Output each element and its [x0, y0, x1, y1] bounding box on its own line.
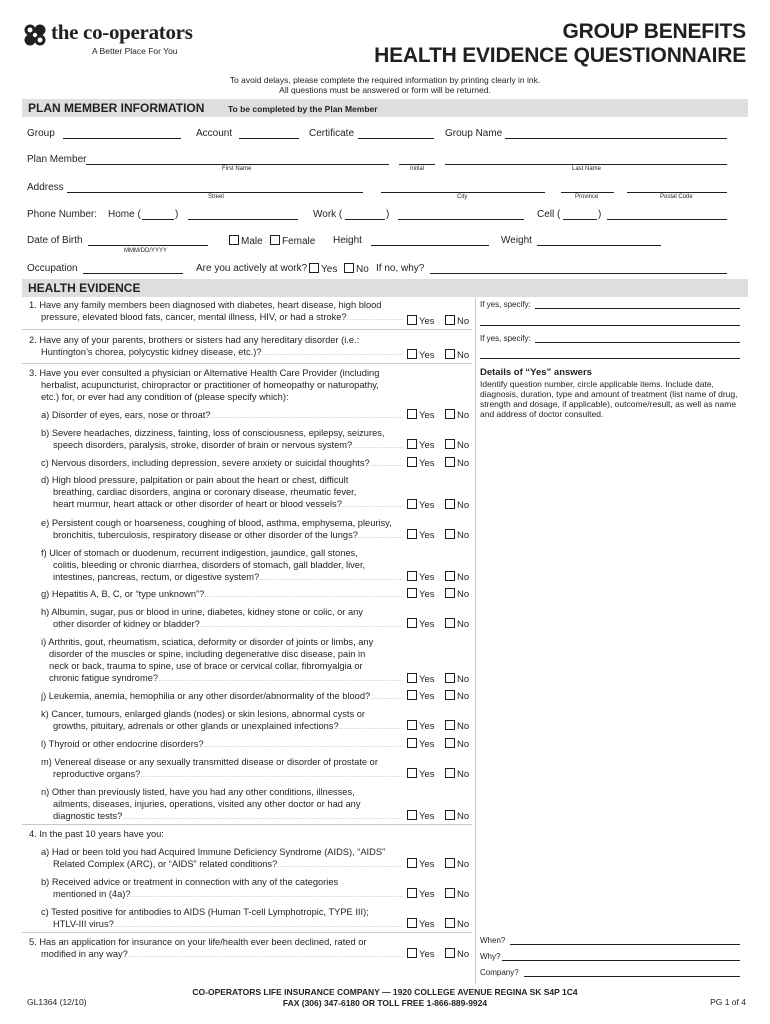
question-3i-line3: neck or back, trauma to spine, use of brace or cervical collar, fibromyalgia or: [49, 661, 363, 671]
no-label: No: [457, 859, 470, 870]
question-3h-line1: h) Albumin, sugar, pus or blood in urine, diabetes, kidney stone or colic, or any: [41, 607, 363, 617]
certificate-field[interactable]: [358, 138, 434, 139]
question-3j-yes[interactable]: [407, 690, 435, 702]
question-3i-yes-box[interactable]: [407, 673, 417, 683]
question-3i-yes[interactable]: [407, 673, 435, 685]
question-3f-yes[interactable]: [407, 571, 435, 583]
question-3-line1: 3. Have you ever consulted a physician or Alternative Health Care Provider (including: [29, 368, 380, 378]
question-3h-line2: other disorder of kidney or bladder? .....: [53, 618, 403, 631]
question-1-yes[interactable]: [407, 315, 435, 327]
question-3d-no-box[interactable]: [445, 499, 455, 509]
work-phone-label: Work (: [313, 209, 343, 220]
no-label: No: [457, 949, 470, 960]
form-code: GL1364 (12/10): [27, 997, 87, 1007]
occupation-field[interactable]: [83, 273, 183, 274]
form-title-line1: GROUP BENEFITS: [562, 20, 746, 43]
no-label: No: [457, 674, 470, 685]
no-label: No: [457, 440, 470, 451]
question-3k-line1: k) Cancer, tumours, enlarged glands (nodes) or skin lesions, abnormal cysts or: [41, 709, 365, 719]
no-label: No: [457, 316, 470, 327]
question-3l-yes[interactable]: [407, 738, 435, 750]
question-3n-line3: diagnostic tests? .....: [53, 810, 403, 823]
question-4c-line1: c) Tested positive for antibodies to AIDS (Human T-cell Lymphotropic, TYPE III);: [41, 907, 369, 917]
plan-member-label: Plan Member: [27, 154, 87, 165]
footer-address-text: CO-OPERATORS LIFE INSURANCE COMPANY — 1920 COLLEGE AVENUE REGINA SK S4P 1C4: [192, 987, 578, 997]
question-3c-no[interactable]: [445, 457, 469, 469]
yes-label: Yes: [419, 721, 435, 732]
question-3f-line3: intestines, pancreas, rectum, or digestive system? .....: [53, 571, 403, 584]
no-label: No: [457, 589, 470, 600]
question-2-no-box[interactable]: [445, 349, 455, 359]
question-4b-line2: mentioned in (4a)? .....: [53, 888, 403, 901]
question-4c-yes-box[interactable]: [407, 918, 417, 928]
question-3k-line2: growths, pituitary, adrenals or other glands or unexplained infections? .....: [53, 720, 403, 733]
home-phone-field[interactable]: [188, 219, 298, 220]
yes-label: Yes: [419, 739, 435, 750]
yes-label: Yes: [419, 859, 435, 870]
question-3i-line4: chronic fatigue syndrome? .....: [49, 672, 403, 685]
question-3e-no[interactable]: [445, 529, 469, 541]
q1-specify-field-1[interactable]: [535, 308, 740, 309]
question-3a: a) Disorder of eyes, ears, nose or throat? .....: [41, 409, 403, 422]
no-label: No: [457, 919, 470, 930]
divider: [22, 363, 472, 364]
actively-at-work-no[interactable]: [344, 263, 369, 275]
question-4a-line2: Related Complex (ARC), or “AIDS” related conditions? .....: [53, 858, 403, 871]
question-4b-yes[interactable]: [407, 888, 435, 900]
date-format-caption: MMM/DD/YYYY: [124, 248, 168, 254]
question-5-no-box[interactable]: [445, 948, 455, 958]
question-3d-line3: heart murmur, heart attack or other disorder of heart or blood vessels? .....: [53, 498, 403, 511]
question-4b-no[interactable]: [445, 888, 469, 900]
question-3a-no[interactable]: [445, 409, 469, 421]
question-3e-no-box[interactable]: [445, 529, 455, 539]
question-4a-yes[interactable]: [407, 858, 435, 870]
question-3g-no-box[interactable]: [445, 588, 455, 598]
question-3a-no-box[interactable]: [445, 409, 455, 419]
question-3-line3: etc.) for, or ever had any condition of (please specify which):: [41, 392, 289, 402]
question-3-line2: herbalist, acupuncturist, chiropractor or practitioner of homeopathy or naturopathy,: [41, 380, 379, 390]
yes-label: Yes: [419, 350, 435, 361]
question-2-no[interactable]: [445, 349, 469, 361]
question-4a-line1: a) Had or been told you had Acquired Immune Deficiency Syndrome (AIDS), “AIDS”: [41, 847, 386, 857]
question-1-line2: pressure, elevated blood fats, cancer, mental illness, HIV, or had a stroke? .....: [41, 311, 403, 324]
actively-at-work-no-box[interactable]: [344, 263, 354, 273]
question-1-no[interactable]: [445, 315, 469, 327]
question-3n-no-box[interactable]: [445, 810, 455, 820]
intro-line2: All questions must be answered or form will be returned.: [279, 85, 491, 95]
divider: [22, 932, 472, 933]
question-3j-no[interactable]: [445, 690, 469, 702]
initial-field[interactable]: [399, 164, 435, 165]
no-label: No: [457, 500, 470, 511]
question-1-yes-box[interactable]: [407, 315, 417, 325]
question-4b-line1: b) Received advice or treatment in connection with any of the categories: [41, 877, 339, 887]
question-4c-no-box[interactable]: [445, 918, 455, 928]
question-3l-yes-box[interactable]: [407, 738, 417, 748]
question-3n-line1: n) Other than previously listed, have you had any other conditions, illnesses,: [41, 787, 355, 797]
no-label: No: [457, 530, 470, 541]
divider: [22, 329, 472, 330]
date-of-birth-label: Date of Birth: [27, 235, 83, 246]
height-field[interactable]: [371, 245, 489, 246]
footer-address: [0, 987, 770, 997]
question-3j: j) Leukemia, anemia, hemophilia or any other disorder/abnormality of the blood? .....: [41, 690, 403, 703]
question-3g-yes-box[interactable]: [407, 588, 417, 598]
question-5-line2: modified in any way? .....: [41, 948, 403, 961]
no-label: No: [457, 350, 470, 361]
no-label: No: [457, 889, 470, 900]
group-field[interactable]: [63, 138, 181, 139]
form-title-line2: HEALTH EVIDENCE QUESTIONNAIRE: [374, 44, 746, 67]
question-3b-no[interactable]: [445, 439, 469, 451]
no-label: No: [457, 458, 470, 469]
question-3i-line1: i) Arthritis, gout, rheumatism, sciatica, deformity or disorder of joints or limbs, any: [41, 637, 374, 647]
question-3l-no[interactable]: [445, 738, 469, 750]
question-4a-yes-box[interactable]: [407, 858, 417, 868]
question-4b-yes-box[interactable]: [407, 888, 417, 898]
account-field[interactable]: [239, 138, 299, 139]
yes-label: Yes: [419, 889, 435, 900]
company-tagline: A Better Place For You: [92, 46, 178, 56]
details-of-yes-title: Details of “Yes” answers: [480, 367, 592, 378]
question-3f-no[interactable]: [445, 571, 469, 583]
plan-member-section-title: PLAN MEMBER INFORMATION: [28, 101, 205, 115]
street-field[interactable]: [67, 192, 363, 193]
account-label: Account: [196, 128, 233, 139]
male-checkbox-box[interactable]: [229, 235, 239, 245]
if-no-why-field[interactable]: [430, 273, 727, 274]
question-3a-yes[interactable]: [407, 409, 435, 421]
question-3k-yes-box[interactable]: [407, 720, 417, 730]
question-5-yes-box[interactable]: [407, 948, 417, 958]
no-label: No: [457, 769, 470, 780]
province-caption: Province: [575, 194, 599, 200]
when-label: When?: [480, 936, 506, 945]
question-3h-yes[interactable]: [407, 618, 435, 630]
question-3m-yes-box[interactable]: [407, 768, 417, 778]
yes-label: Yes: [419, 316, 435, 327]
question-3b-line2: speech disorders, paralysis, stroke, disorder of brain or nervous system? .....: [53, 439, 403, 452]
question-2-yes-box[interactable]: [407, 349, 417, 359]
question-3n-no[interactable]: [445, 810, 469, 822]
yes-label: Yes: [419, 674, 435, 685]
question-3n-line2: ailments, diseases, injuries, operations, visited any other doctor or had any: [53, 799, 361, 809]
home-paren-close: ): [175, 209, 179, 220]
certificate-label: Certificate: [309, 128, 355, 139]
question-3k-yes[interactable]: [407, 720, 435, 732]
yes-label: Yes: [419, 572, 435, 583]
no-label: No: [457, 691, 470, 702]
yes-label: Yes: [419, 769, 435, 780]
question-3j-yes-box[interactable]: [407, 690, 417, 700]
question-4: 4. In the past 10 years have you:: [29, 829, 164, 839]
question-3m-yes[interactable]: [407, 768, 435, 780]
divider: [22, 824, 472, 825]
yes-label: Yes: [419, 919, 435, 930]
yes-label: Yes: [419, 440, 435, 451]
no-label: No: [457, 410, 470, 421]
footer-phone-text: FAX (306) 347-6180 OR TOLL FREE 1-866-889-9924: [282, 998, 488, 1008]
male-checkbox[interactable]: [229, 235, 263, 247]
cell-phone-label: Cell (: [537, 209, 561, 220]
question-3c-yes[interactable]: [407, 457, 435, 469]
question-3e-yes-box[interactable]: [407, 529, 417, 539]
last-name-caption: Last Name: [572, 166, 602, 172]
question-3i-line2: disorder of the muscles or spine, including degenerative disc disease, pain in: [49, 649, 366, 659]
question-3f-yes-box[interactable]: [407, 571, 417, 581]
question-3m-no-box[interactable]: [445, 768, 455, 778]
question-3h-yes-box[interactable]: [407, 618, 417, 628]
question-5-line1: 5. Has an application for insurance on your life/health ever been declined, rated or: [29, 937, 367, 947]
question-3c-no-box[interactable]: [445, 457, 455, 467]
group-name-label: Group Name: [445, 128, 503, 139]
weight-field[interactable]: [537, 245, 661, 246]
group-label: Group: [27, 128, 55, 139]
q2-specify-field-2[interactable]: [480, 358, 740, 359]
date-of-birth-field[interactable]: [88, 245, 208, 246]
actively-at-work-yes[interactable]: [309, 263, 337, 275]
question-3d-yes-box[interactable]: [407, 499, 417, 509]
company-name: the co-operators: [51, 20, 193, 44]
work-area-code-field[interactable]: [345, 219, 385, 220]
no-label: No: [457, 811, 470, 822]
question-3l: l) Thyroid or other endocrine disorders? .....: [41, 738, 403, 751]
yes-label: Yes: [419, 691, 435, 702]
column-divider: [475, 298, 476, 984]
details-of-yes-instructions: Identify question number, circle applicable items. Include date, diagnosis, duration, type and amount of treatment (list name of drug, strength and dosage, if applicable), outcome/result, as well as name and address of doctor consulted.: [480, 379, 738, 419]
question-3b-no-box[interactable]: [445, 439, 455, 449]
cell-area-code-field[interactable]: [563, 219, 597, 220]
question-4b-no-box[interactable]: [445, 888, 455, 898]
question-5-yes[interactable]: [407, 948, 435, 960]
city-field[interactable]: [381, 192, 545, 193]
yes-label: Yes: [321, 264, 338, 275]
home-phone-label: Home (: [108, 209, 141, 220]
question-3b-yes-box[interactable]: [407, 439, 417, 449]
question-3l-no-box[interactable]: [445, 738, 455, 748]
question-3e-line1: e) Persistent cough or hoarseness, coughing of blood, asthma, emphysema, pleurisy,: [41, 518, 392, 528]
question-5-no[interactable]: [445, 948, 469, 960]
question-3d-yes[interactable]: [407, 499, 435, 511]
no-label: No: [356, 264, 369, 275]
when-field[interactable]: [510, 944, 740, 945]
question-3d-line1: d) High blood pressure, palpitation or pain about the heart or chest, difficult: [41, 475, 349, 485]
question-3m-no[interactable]: [445, 768, 469, 780]
female-checkbox[interactable]: [270, 235, 315, 247]
postal-code-field[interactable]: [627, 192, 727, 193]
question-3g-yes[interactable]: [407, 588, 435, 600]
cell-phone-field[interactable]: [607, 219, 727, 220]
city-caption: City: [457, 194, 468, 200]
question-3m-line2: reproductive organs? .....: [53, 768, 403, 781]
no-label: No: [457, 572, 470, 583]
yes-label: Yes: [419, 500, 435, 511]
weight-label: Weight: [501, 235, 532, 246]
female-checkbox-box[interactable]: [270, 235, 280, 245]
yes-label: Yes: [419, 949, 435, 960]
no-label: No: [457, 739, 470, 750]
female-label: Female: [282, 236, 316, 247]
initial-caption: Initial: [410, 166, 425, 172]
intro-line1: To avoid delays, please complete the required information by printing clearly in ink.: [229, 75, 541, 85]
question-3m-line1: m) Venereal disease or any sexually transmitted disease or disorder of prostate or: [41, 757, 378, 767]
yes-label: Yes: [419, 589, 435, 600]
yes-label: Yes: [419, 811, 435, 822]
if-no-why-label: If no, why?: [376, 263, 425, 274]
question-3f-line1: f) Ulcer of stomach or duodenum, recurrent indigestion, jaundice, gall stones,: [41, 548, 358, 558]
work-phone-field[interactable]: [398, 219, 524, 220]
no-label: No: [457, 619, 470, 630]
question-3n-yes[interactable]: [407, 810, 435, 822]
question-3e-line2: bronchitis, tuberculosis, respiratory disease or other disorder of the lungs? .....: [53, 529, 403, 542]
no-label: No: [457, 721, 470, 732]
occupation-label: Occupation: [27, 263, 78, 274]
work-paren-close: ): [386, 209, 390, 220]
phone-number-label: Phone Number:: [27, 209, 98, 220]
why-field[interactable]: [502, 960, 740, 961]
page-number: PG 1 of 4: [710, 997, 746, 1007]
question-4c-line2: HTLV-III virus? .....: [53, 918, 403, 931]
question-3d-no[interactable]: [445, 499, 469, 511]
first-name-field[interactable]: [86, 164, 389, 165]
footer-phone: [0, 998, 770, 1008]
q2-specify-field-1[interactable]: [535, 342, 740, 343]
yes-label: Yes: [419, 619, 435, 630]
q1-if-yes-specify-label: If yes, specify:: [480, 300, 531, 309]
yes-label: Yes: [419, 410, 435, 421]
question-4c-no[interactable]: [445, 918, 469, 930]
question-3i-no[interactable]: [445, 673, 469, 685]
postal-code-caption: Postal Code: [660, 194, 693, 200]
question-3c-yes-box[interactable]: [407, 457, 417, 467]
question-3h-no-box[interactable]: [445, 618, 455, 628]
question-3e-yes[interactable]: [407, 529, 435, 541]
question-3b-yes[interactable]: [407, 439, 435, 451]
actively-at-work-yes-box[interactable]: [309, 263, 319, 273]
q2-if-yes-specify-label: If yes, specify:: [480, 334, 531, 343]
height-label: Height: [333, 235, 362, 246]
question-3c: c) Nervous disorders, including depression, severe anxiety or suicidal thoughts? .....: [41, 457, 403, 470]
question-3j-no-box[interactable]: [445, 690, 455, 700]
street-caption: Street: [208, 194, 225, 200]
question-3k-no[interactable]: [445, 720, 469, 732]
question-3n-yes-box[interactable]: [407, 810, 417, 820]
question-3f-no-box[interactable]: [445, 571, 455, 581]
question-3f-line2: colitis, bleeding or chronic diarrhea, disorders of stomach, gall bladder, liver,: [53, 560, 366, 570]
male-label: Male: [241, 236, 263, 247]
first-name-caption: First Name: [222, 166, 252, 172]
question-2-line2: Huntington’s chorea, polycystic kidney disease, etc.)? .....: [41, 346, 403, 359]
question-4a-no-box[interactable]: [445, 858, 455, 868]
health-evidence-section-title: HEALTH EVIDENCE: [28, 281, 141, 295]
question-3k-no-box[interactable]: [445, 720, 455, 730]
plan-member-section-subtitle: To be completed by the Plan Member: [228, 104, 378, 114]
question-3g: g) Hepatitis A, B, C, or “type unknown”? .....: [41, 588, 403, 601]
question-3a-yes-box[interactable]: [407, 409, 417, 419]
question-3g-no[interactable]: [445, 588, 469, 600]
co-operators-logo-icon: [22, 22, 48, 48]
question-3b-line1: b) Severe headaches, dizziness, fainting, loss of consciousness, epilepsy, seizures,: [41, 428, 385, 438]
question-3d-line2: breathing, cardiac disorders, angina or coronary disease, rheumatic fever,: [53, 487, 357, 497]
last-name-field[interactable]: [445, 164, 727, 165]
company-field[interactable]: [524, 976, 740, 977]
question-3i-no-box[interactable]: [445, 673, 455, 683]
question-3h-no[interactable]: [445, 618, 469, 630]
question-4a-no[interactable]: [445, 858, 469, 870]
company-label: Company?: [480, 968, 519, 977]
question-4c-yes[interactable]: [407, 918, 435, 930]
question-2-yes[interactable]: [407, 349, 435, 361]
yes-label: Yes: [419, 530, 435, 541]
province-field[interactable]: [561, 192, 614, 193]
why-label: Why?: [480, 952, 501, 961]
q1-specify-field-2[interactable]: [480, 325, 740, 326]
question-1-line1: 1. Have any family members been diagnosed with diabetes, heart disease, high blood: [29, 300, 382, 310]
cell-paren-close: ): [598, 209, 602, 220]
actively-at-work-label: Are you actively at work?: [196, 263, 308, 274]
question-1-no-box[interactable]: [445, 315, 455, 325]
question-2-line1: 2. Have any of your parents, brothers or sisters had any hereditary disorder (i.e.:: [29, 335, 360, 345]
plan-member-section-bar: [22, 99, 748, 117]
group-name-field[interactable]: [505, 138, 727, 139]
health-evidence-section-bar: [22, 279, 748, 297]
address-label: Address: [27, 182, 64, 193]
home-area-code-field[interactable]: [142, 219, 174, 220]
yes-label: Yes: [419, 458, 435, 469]
